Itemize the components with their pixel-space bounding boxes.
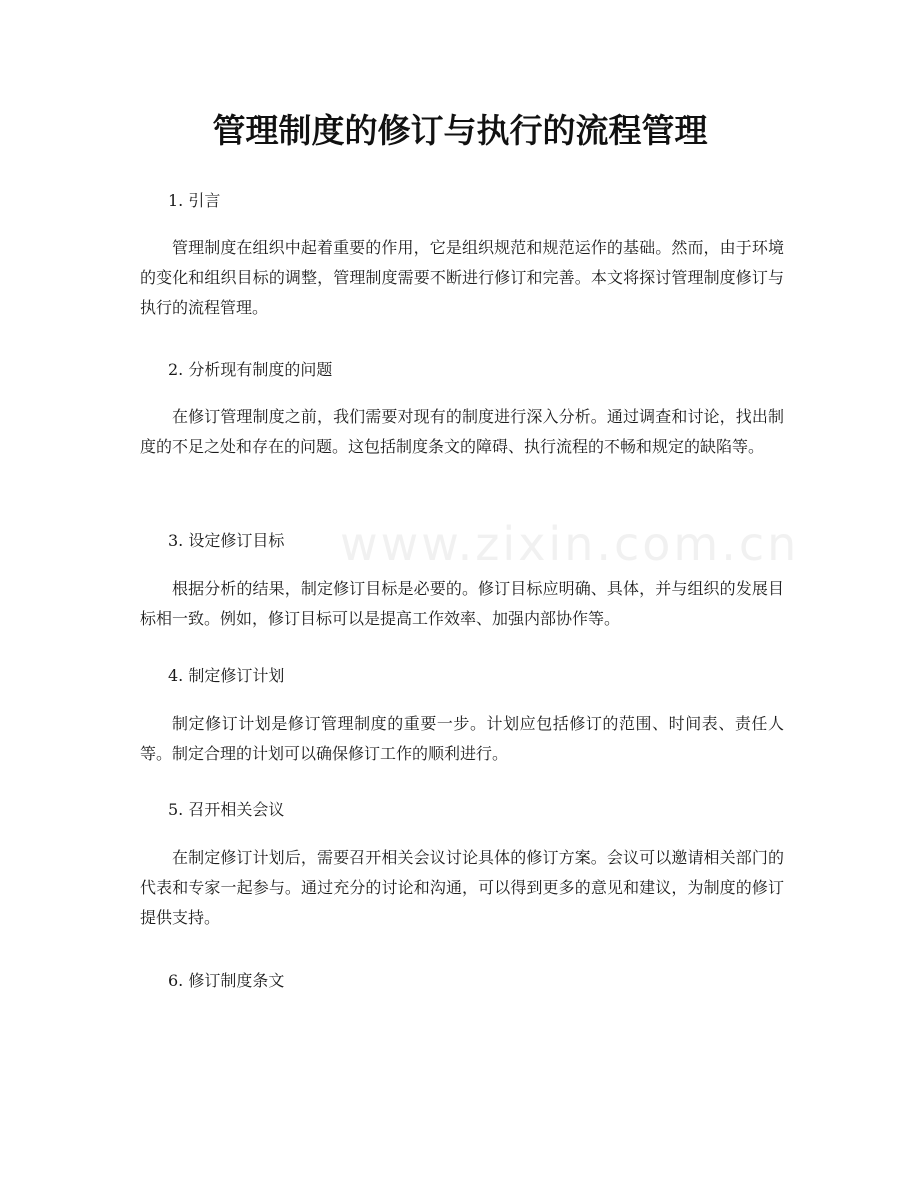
section-paragraph-1: 管理制度在组织中起着重要的作用，它是组织规范和规范运作的基础。然而，由于环境的变化和组织目标的调整，管理制度需要不断进行修订和完善。本文将探讨管理制度修订与执行的流程管理。 xyxy=(140,238,784,317)
section-heading-4: 4. 制定修订计划 xyxy=(168,666,285,685)
section-heading-5: 5. 召开相关会议 xyxy=(168,800,285,819)
watermark: www.zixin.com.cn xyxy=(340,517,800,571)
section-heading-6: 6. 修订制度条文 xyxy=(168,971,285,990)
section-heading-3: 3. 设定修订目标 xyxy=(168,531,285,550)
section-paragraph-5: 在制定修订计划后，需要召开相关会议讨论具体的修订方案。会议可以邀请相关部门的代表和专家一起参与。通过充分的讨论和沟通，可以得到更多的意见和建议，为制度的修订提供支持。 xyxy=(140,848,784,927)
section-heading-2: 2. 分析现有制度的问题 xyxy=(168,360,333,379)
document-title: 管理制度的修订与执行的流程管理 xyxy=(212,111,708,150)
section-paragraph-2: 在修订管理制度之前，我们需要对现有的制度进行深入分析。通过调查和讨论，找出制度的不足之处和存在的问题。这包括制度条文的障碍、执行流程的不畅和规定的缺陷等。 xyxy=(140,407,784,456)
section-heading-1: 1. 引言 xyxy=(168,191,221,210)
section-paragraph-3: 根据分析的结果，制定修订目标是必要的。修订目标应明确、具体，并与组织的发展目标相一致。例如，修订目标可以是提高工作效率、加强内部协作等。 xyxy=(140,579,784,628)
section-paragraph-4: 制定修订计划是修订管理制度的重要一步。计划应包括修订的范围、时间表、责任人等。制定合理的计划可以确保修订工作的顺利进行。 xyxy=(140,714,784,763)
